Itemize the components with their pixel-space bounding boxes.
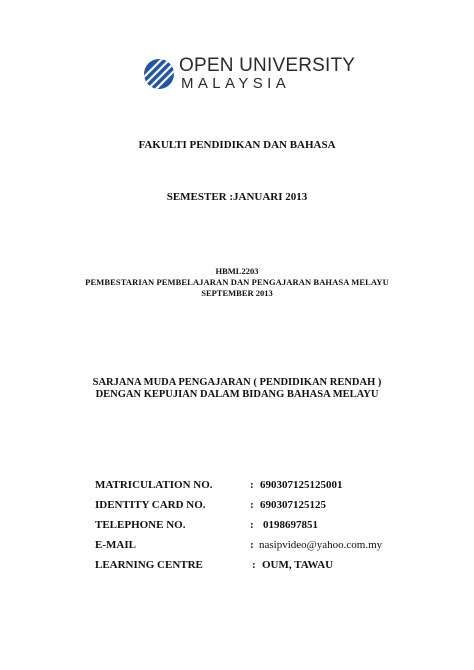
semester-heading: SEMESTER :JANUARI 2013 [166, 191, 308, 203]
info-colon: : [250, 539, 254, 551]
program-line-2: DENGAN KEPUJIAN DALAM BIDANG BAHASA MELAYU [95, 389, 379, 400]
info-colon: : [250, 479, 254, 491]
info-label: MATRICULATION NO. [95, 479, 213, 491]
oum-logo [143, 55, 356, 96]
info-row-learning-centre [95, 559, 415, 579]
course-title: PEMBESTARIAN PEMBELAJARAN DAN PENGAJARAN BAHASA MELAYU [85, 277, 389, 287]
info-colon: : [250, 499, 254, 511]
info-value: nasipvideo@yahoo.com.my [259, 539, 383, 551]
info-value: 690307125125001 [260, 479, 343, 491]
student-info-table [95, 479, 415, 579]
info-colon: : [252, 559, 256, 571]
info-row-matriculation [95, 479, 415, 499]
logo-university-name: OPEN UNIVERSITY [179, 55, 356, 76]
course-code: HBML2203 [215, 266, 259, 276]
oum-globe-icon [143, 58, 175, 90]
faculty-heading: FAKULTI PENDIDIKAN DAN BAHASA [138, 139, 336, 151]
info-row-identity-card [95, 499, 415, 519]
info-value: 690307125125 [260, 499, 326, 511]
info-value: 0198697851 [263, 519, 318, 531]
info-label: TELEPHONE NO. [95, 519, 186, 531]
info-value: OUM, TAWAU [262, 559, 334, 571]
program-line-1: SARJANA MUDA PENGAJARAN ( PENDIDIKAN RENDAH ) [92, 377, 382, 388]
info-colon: : [250, 519, 254, 531]
info-row-email [95, 539, 415, 559]
info-label: E-MAIL [95, 539, 136, 551]
submission-date: SEPTEMBER 2013 [201, 288, 273, 298]
info-label: LEARNING CENTRE [95, 559, 203, 571]
logo-country-name: MALAYSIA [181, 75, 291, 92]
info-label: IDENTITY CARD NO. [95, 499, 206, 511]
info-row-telephone [95, 519, 415, 539]
